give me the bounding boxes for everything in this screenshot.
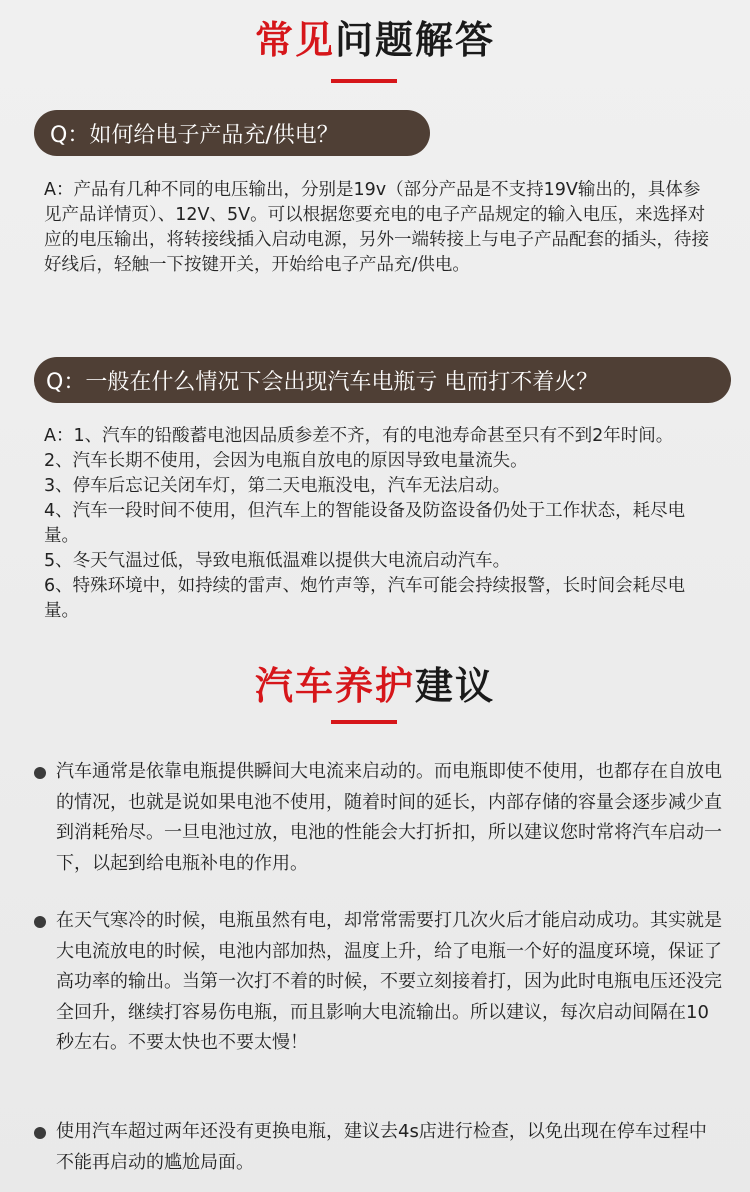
faq-title-red: 常见 (254, 18, 335, 62)
care-tip-1-text: 汽车通常是依靠电瓶提供瞬间大电流来启动的。而电瓶即使不使用，也都存在自放电的情况，也就是说如果电池不使用，随着时间的延长，内部存储的容量会逐步减少直到消耗殆尽。一旦电池过放，电池的性能会大打折扣，所以建议您时常将汽车启动一下，以起到给电瓶补电的作用。 (56, 761, 722, 874)
care-tip-3-text: 使用汽车超过两年还没有更换电瓶，建议去4s店进行检查，以免出现在停车过程中不能再启动的尴尬局面。 (56, 1121, 707, 1173)
question-text-2: Q：一般在什么情况下会出现汽车电瓶亏 电而打不着火？ (46, 369, 599, 395)
care-title-red: 汽车养护 (254, 664, 415, 708)
question-text-1: Q：如何给电子产品充/供电？ (50, 122, 339, 148)
care-tip-3 (34, 1117, 724, 1178)
faq-title (0, 18, 750, 62)
care-tip-1 (34, 757, 724, 879)
answer-2-line-3: 3、停车后忘记关闭车灯，第二天电瓶没电，汽车无法启动。 (44, 476, 511, 496)
answer-1 (44, 178, 716, 278)
answer-2 (44, 424, 716, 624)
care-title-underline (331, 720, 397, 724)
care-tip-2-text: 在天气寒冷的时候，电瓶虽然有电，却常常需要打几次火后才能启动成功。其实就是大电流放电的时候，电池内部加热，温度上升，给了电瓶一个好的温度环境，保证了高功率的输出。当第一次打不着的时候，不要立刻接着打，因为此时电瓶电压还没完全回升，继续打容易伤电瓶，而且影响大电流输出。所以建议，每次启动间隔在10秒左右。不要太快也不要太慢！ (56, 910, 722, 1053)
faq-title-underline (331, 79, 397, 83)
bullet-dot-icon (34, 767, 46, 779)
care-title-dark: 建议 (415, 664, 496, 708)
faq-title-dark: 问题解答 (335, 18, 496, 62)
answer-2-line-1: A：1、汽车的铅酸蓄电池因品质参差不齐，有的电池寿命甚至只有不到2年时间。 (44, 426, 674, 446)
answer-2-line-6: 6、特殊环境中，如持续的雷声、炮竹声等，汽车可能会持续报警，长时间会耗尽电量。 (44, 576, 686, 621)
answer-2-line-2: 2、汽车长期不使用，会因为电瓶自放电的原因导致电量流失。 (44, 451, 528, 471)
question-bar-1 (34, 110, 430, 156)
answer-2-line-5: 5、冬天气温过低，导致电瓶低温难以提供大电流启动汽车。 (44, 551, 511, 571)
bullet-dot-icon (34, 1127, 46, 1139)
answer-2-line-4: 4、汽车一段时间不使用，但汽车上的智能设备及防盗设备仍处于工作状态，耗尽电量。 (44, 501, 686, 546)
care-tip-2 (34, 906, 724, 1059)
bullet-dot-icon (34, 916, 46, 928)
answer-1-text: A：产品有几种不同的电压输出，分别是19v（部分产品是不支持19V输出的，具体参见产品详情页）、12V、5V。可以根据您要充电的电子产品规定的输入电压，来选择对应的电压输出，将转接线插入启动电源，另外一端转接上与电子产品配套的插头，待接好线后，轻触一下按键开关，开始给电子产品充/供电。 (44, 180, 709, 275)
care-title (0, 664, 750, 708)
question-bar-2 (34, 357, 731, 403)
